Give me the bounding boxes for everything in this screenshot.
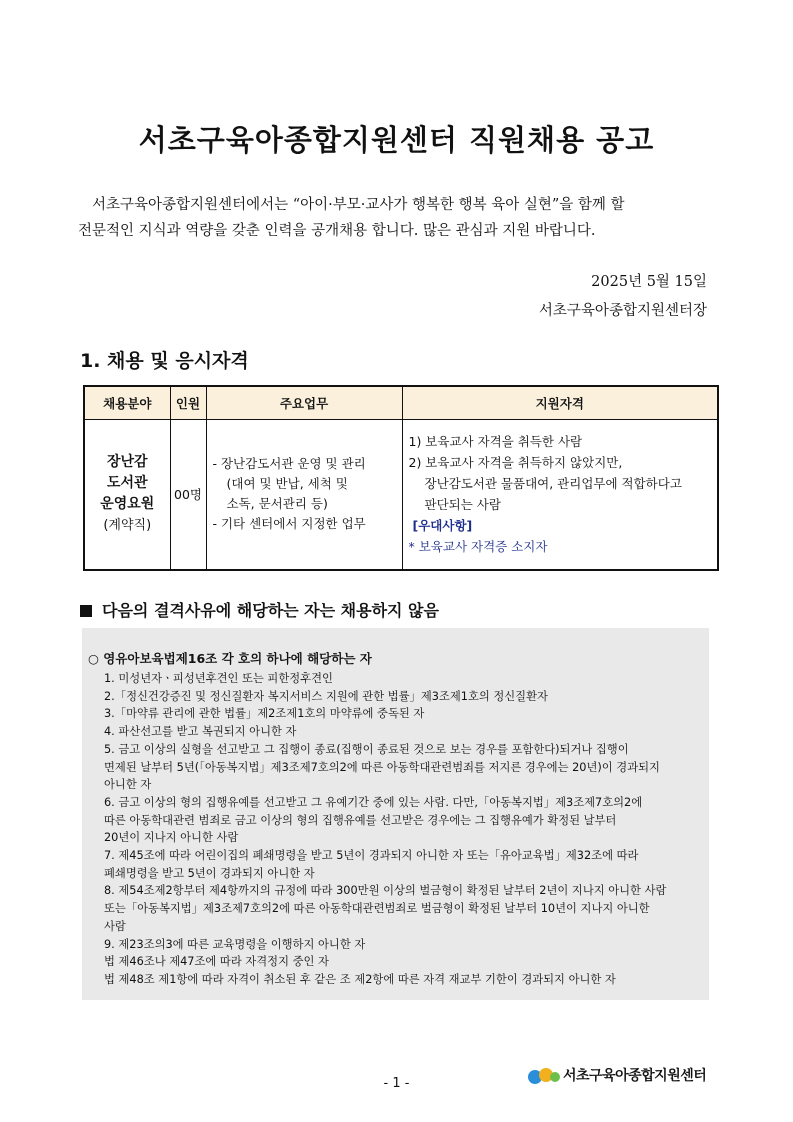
section-2-heading bbox=[80, 598, 439, 621]
center-logo-icon bbox=[527, 1064, 561, 1086]
footer-logo bbox=[527, 1064, 706, 1086]
list-item bbox=[86, 705, 708, 723]
list-item-line: 폐쇄명령을 받고 5년이 경과되지 아니한 자 bbox=[104, 866, 315, 880]
duty-line: - 기타 센터에서 지정한 업무 bbox=[212, 516, 366, 532]
list-item bbox=[86, 670, 708, 688]
header-qualifications: 지원자격 bbox=[402, 386, 718, 420]
duty-line: 소독, 문서관리 등) bbox=[226, 496, 328, 512]
intro-line-1: 서초구육아종합지원센터에서는 “아이·부모·교사가 행복한 행복 육아 실현”을 함께 할 bbox=[92, 197, 625, 213]
disqualification-list bbox=[86, 670, 708, 989]
table-row bbox=[84, 420, 718, 570]
field-type: (계약직) bbox=[103, 518, 152, 534]
field-line: 도서관 bbox=[106, 475, 148, 492]
preference-label: [우대사항] bbox=[412, 518, 473, 534]
job-table bbox=[83, 385, 719, 571]
page-title: 서초구육아종합지원센터 직원채용 공고 bbox=[138, 123, 655, 157]
section-2-text: 다음의 결격사유에 해당하는 자는 채용하지 않음 bbox=[102, 601, 439, 620]
table-header-row bbox=[84, 386, 718, 420]
disqualification-heading: ○ 영유아보육법제16조 각 호의 하나에 해당하는 자 bbox=[88, 651, 372, 666]
issuer: 서초구육아종합지원센터장 bbox=[538, 303, 707, 319]
field-line: 장난감 bbox=[106, 454, 148, 471]
page-number: - 1 - bbox=[383, 1076, 410, 1091]
list-item bbox=[86, 847, 708, 882]
list-item bbox=[86, 688, 708, 706]
list-item bbox=[86, 741, 708, 794]
qualification-line: 판단되는 사람 bbox=[424, 497, 501, 513]
field-line: 운영요원 bbox=[100, 496, 155, 513]
list-item-line: 법 제46조나 제47조에 따라 자격정지 중인 자 bbox=[104, 955, 329, 969]
list-item-line: 9. 제23조의3에 따른 교육명령을 이행하지 아니한 자 bbox=[104, 937, 366, 951]
list-item-line: 또는「아동복지법」제3조제7호의2에 따른 아동학대관련범죄로 벌금형이 확정된 날부터 10년이 지나지 아니한 bbox=[104, 902, 650, 916]
list-item-line: 6. 금고 이상의 형의 집행유예를 선고받고 그 유예기간 중에 있는 사람. 다만,「아동복지법」제3조제7호의2에 bbox=[104, 795, 643, 809]
list-item bbox=[86, 794, 708, 847]
qualification-line: 장난감도서관 물품대여, 관리업무에 적합하다고 bbox=[424, 476, 682, 492]
list-item-line: 따른 아동학대관련 범죄로 금고 이상의 형의 집행유예를 선고받은 경우에는 그 집행유예가 확정된 날부터 bbox=[104, 813, 617, 827]
list-item-line: 사람 bbox=[104, 919, 126, 933]
list-item-line: 2.「정신건강증진 및 정신질환자 복지서비스 지원에 관한 법률」제3조제1호의 정신질환자 bbox=[104, 689, 548, 703]
qualification-line: 1) 보육교사 자격을 취득한 사람 bbox=[408, 434, 583, 450]
disqualification-box bbox=[82, 628, 709, 1000]
header-duties: 주요업무 bbox=[206, 386, 402, 420]
section-1-heading: 1. 채용 및 응시자격 bbox=[80, 350, 249, 372]
list-item-line: 8. 제54조제2항부터 제4항까지의 규정에 따라 300만원 이상의 벌금형이 확정된 날부터 2년이 지나지 아니한 사람 bbox=[104, 884, 667, 898]
list-item-line: 1. 미성년자ㆍ피성년후견인 또는 피한정후견인 bbox=[104, 672, 333, 685]
list-item-line: 3.「마약류 관리에 관한 법률」제2조제1호의 마약류에 중독된 자 bbox=[104, 707, 425, 721]
list-item-line: 법 제48조 제1항에 따라 자격이 취소된 후 같은 조 제2항에 따른 자격 재교부 기한이 경과되지 아니한 자 bbox=[104, 972, 616, 986]
list-item-line: 5. 금고 이상의 실형을 선고받고 그 집행이 종료(집행이 종료된 것으로 보는 경우를 포함한다)되거나 집행이 bbox=[104, 742, 629, 756]
count-cell: 00명 bbox=[170, 420, 206, 570]
qualifications-cell bbox=[402, 420, 718, 570]
field-cell bbox=[84, 420, 170, 570]
duty-line: - 장난감도서관 운영 및 관리 bbox=[212, 456, 366, 472]
duties-cell bbox=[206, 420, 402, 570]
list-item-line: 20년이 지나지 아니한 사람 bbox=[104, 831, 239, 845]
list-item bbox=[86, 723, 708, 741]
qualification-line: 2) 보육교사 자격을 취득하지 않았지만, bbox=[408, 455, 623, 471]
list-item-line: 4. 파산선고를 받고 복권되지 아니한 자 bbox=[104, 725, 297, 739]
list-item bbox=[86, 882, 708, 935]
header-field: 채용분야 bbox=[84, 386, 170, 420]
intro-line-2: 전문적인 지식과 역량을 갖춘 인력을 공개채용 합니다. 많은 관심과 지원 바랍니다. bbox=[78, 223, 596, 239]
list-item-line: 7. 제45조에 따라 어린이집의 폐쇄명령을 받고 5년이 경과되지 아니한 자 또는「유아교육법」제32조에 따라 bbox=[104, 849, 639, 863]
preference-text: * 보육교사 자격증 소지자 bbox=[408, 539, 548, 555]
list-item-line: 아니한 자 bbox=[104, 778, 152, 792]
list-item-line: 면제된 날부터 5년(「아동복지법」제3조제7호의2에 따른 아동학대관련범죄를 저지른 경우에는 20년)이 경과되지 bbox=[104, 760, 660, 774]
black-square-icon bbox=[80, 605, 92, 617]
duty-line: (대여 및 반납, 세척 및 bbox=[226, 476, 348, 492]
header-count: 인원 bbox=[170, 386, 206, 420]
list-item bbox=[86, 936, 708, 989]
logo-text: 서초구육아종합지원센터 bbox=[563, 1068, 707, 1084]
announcement-date: 2025년 5월 15일 bbox=[591, 274, 707, 290]
intro-paragraph bbox=[78, 192, 718, 244]
